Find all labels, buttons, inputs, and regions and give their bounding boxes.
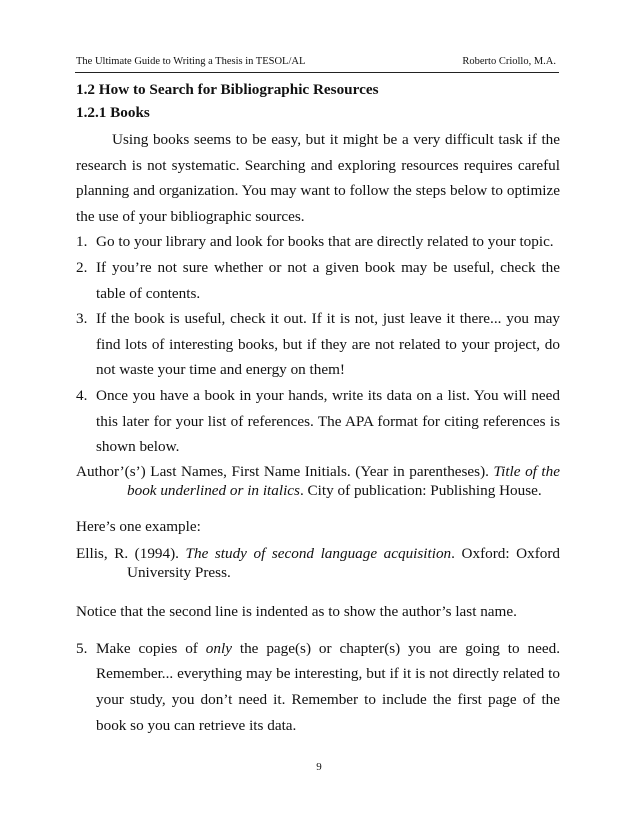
header-rule [75, 72, 559, 73]
example-title: The study of second language acquisition [185, 544, 452, 562]
list-item-text-after: the page(s) or chapter(s) you are going to need. Remember... everything may be interesting, but if it is not directly related to your study, you don’t need it. Remember to include the first page of the book so you can retrieve its data. [96, 639, 560, 734]
example-suffix: . Oxford: Oxford University Press. [127, 544, 561, 581]
apa-format-title: Title of the book underlined or in italics [127, 462, 560, 499]
apa-format-prefix: Author’(s’) Last Names, First Name Initials. (Year in parentheses). [76, 462, 494, 480]
list-item [76, 255, 560, 306]
list-item-number: 2. [76, 258, 88, 276]
steps-list [76, 229, 560, 459]
list-item [76, 636, 560, 738]
page-number: 9 [316, 761, 322, 773]
running-header-title: The Ultimate Guide to Writing a Thesis in TESOL/AL [76, 56, 306, 67]
list-item [76, 229, 560, 255]
intro-paragraph: Using books seems to be easy, but it might be a very difficult task if the research is not systematic. Searching and exploring resources requires careful planning and organization. You may want to follow the steps below to optimize the use of your bibliographic sources. [76, 131, 560, 225]
list-item-number: 3. [76, 310, 88, 328]
subsection-heading: 1.2.1 Books [76, 104, 150, 121]
example-prefix: Ellis, R. (1994). [76, 544, 186, 562]
list-item-text: Go to your library and look for books that are directly related to your topic. [96, 233, 554, 251]
section-heading: 1.2 How to Search for Bibliographic Resources [76, 81, 379, 98]
list-item-text: Once you have a book in your hands, write its data on a list. You will need this later for your list of references. The APA format for citing references is shown below. [96, 386, 560, 456]
list-item-text-before: Make copies of [96, 639, 206, 657]
list-item-number: 5. [76, 639, 88, 657]
apa-format-suffix: . City of publication: Publishing House. [299, 481, 542, 499]
list-item-number: 4. [76, 386, 88, 404]
example-intro: Here’s one example: [76, 517, 201, 535]
list-item-text: If the book is useful, check it out. If it is not, just leave it there... you may find lots of interesting books, but if they are not related to your project, do not waste your time and energy on them! [96, 310, 560, 379]
list-item-emphasis: only [205, 639, 232, 657]
list-item [76, 306, 560, 383]
example-reference [76, 544, 560, 582]
page-content [76, 80, 560, 738]
list-item [76, 383, 560, 460]
list-item-number: 1. [76, 233, 88, 251]
steps-list-continued [76, 636, 560, 738]
apa-format-template [76, 462, 560, 500]
indent-note: Notice that the second line is indented as to show the author’s last name. [76, 602, 517, 620]
list-item-text: If you’re not sure whether or not a given book may be useful, check the table of contents. [96, 258, 560, 302]
running-header-author: Roberto Criollo, M.A. [462, 56, 556, 67]
